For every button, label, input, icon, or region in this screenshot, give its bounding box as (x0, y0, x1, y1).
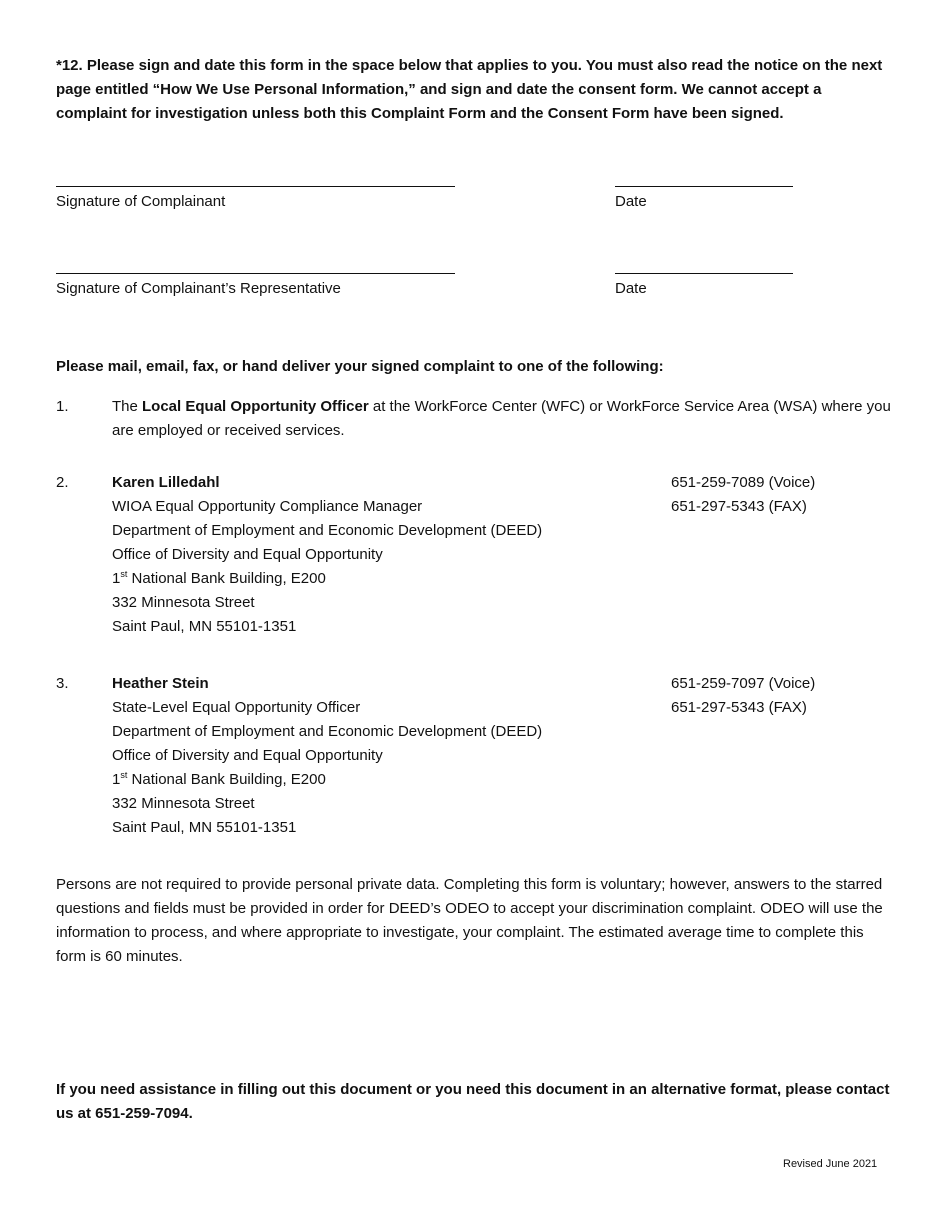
contact-name: Karen Lilledahl (112, 474, 220, 491)
representative-signature-line[interactable] (56, 273, 455, 274)
contact-karen-lilledahl (112, 471, 542, 639)
contact-office: Office of Diversity and Equal Opportunity (112, 546, 383, 563)
contact-building: 1st National Bank Building, E200 (112, 569, 326, 587)
contact-name: Heather Stein (112, 675, 209, 692)
signing-instructions: *12. Please sign and date this form in the space below that applies to you. You must also read the notice on the next page entitled “How We Use Personal Information,” and sign and date the consent form. We cannot accept a complaint for investigation unless both this Complaint Form and the Consent Form have been signed. (56, 57, 883, 122)
contact-city: Saint Paul, MN 55101-1351 (112, 618, 297, 635)
contact-street: 332 Minnesota Street (112, 795, 255, 812)
contact-department: Department of Employment and Economic Development (DEED) (112, 522, 543, 539)
list-number-2: 2. (56, 474, 69, 491)
list-number-1: 1. (56, 398, 69, 415)
contact-city: Saint Paul, MN 55101-1351 (112, 819, 297, 836)
contact-title: State-Level Equal Opportunity Officer (112, 699, 361, 716)
fax-number: 651-297-5343 (FAX) (671, 699, 807, 716)
privacy-notice: Persons are not required to provide personal private data. Completing this form is voluntary; however, answers to the starred questions and fields must be provided in order for DEED’s ODEO to accept your discrimination complaint. ODEO will use the information to process, and where appropriate to investigate, your complaint. The estimated average time to complete this form is 60 minutes. (56, 876, 883, 965)
contact-department: Department of Employment and Economic Development (DEED) (112, 723, 543, 740)
voice-number: 651-259-7089 (Voice) (671, 474, 816, 491)
contact-phones-2 (671, 471, 815, 519)
representative-date-label: Date (615, 280, 647, 297)
representative-signature-label: Signature of Complainant’s Representative (56, 280, 341, 297)
assistance-notice: If you need assistance in filling out this document or you need this document in an alternative format, please contact us at 651-259-7094. (56, 1081, 890, 1122)
representative-date-line[interactable] (615, 273, 793, 274)
complainant-date-line[interactable] (615, 186, 793, 187)
list-number-3: 3. (56, 675, 69, 692)
contact-building: 1st National Bank Building, E200 (112, 770, 326, 788)
contact-phones-3 (671, 672, 815, 720)
local-eo-officer-item: The Local Equal Opportunity Officer at the WorkForce Center (WFC) or WorkForce Service Area (WSA) where you are employed or received services. (112, 398, 891, 439)
complainant-signature-line[interactable] (56, 186, 455, 187)
contact-heather-stein (112, 672, 542, 840)
revision-date: Revised June 2021 (783, 1158, 878, 1170)
fax-number: 651-297-5343 (FAX) (671, 498, 807, 515)
contact-office: Office of Diversity and Equal Opportunity (112, 747, 383, 764)
mail-instructions-heading: Please mail, email, fax, or hand deliver your signed complaint to one of the following: (56, 358, 664, 375)
contact-title: WIOA Equal Opportunity Compliance Manager (112, 498, 423, 515)
contact-street: 332 Minnesota Street (112, 594, 255, 611)
complainant-date-label: Date (615, 193, 647, 210)
voice-number: 651-259-7097 (Voice) (671, 675, 816, 692)
complainant-signature-label: Signature of Complainant (56, 193, 226, 210)
